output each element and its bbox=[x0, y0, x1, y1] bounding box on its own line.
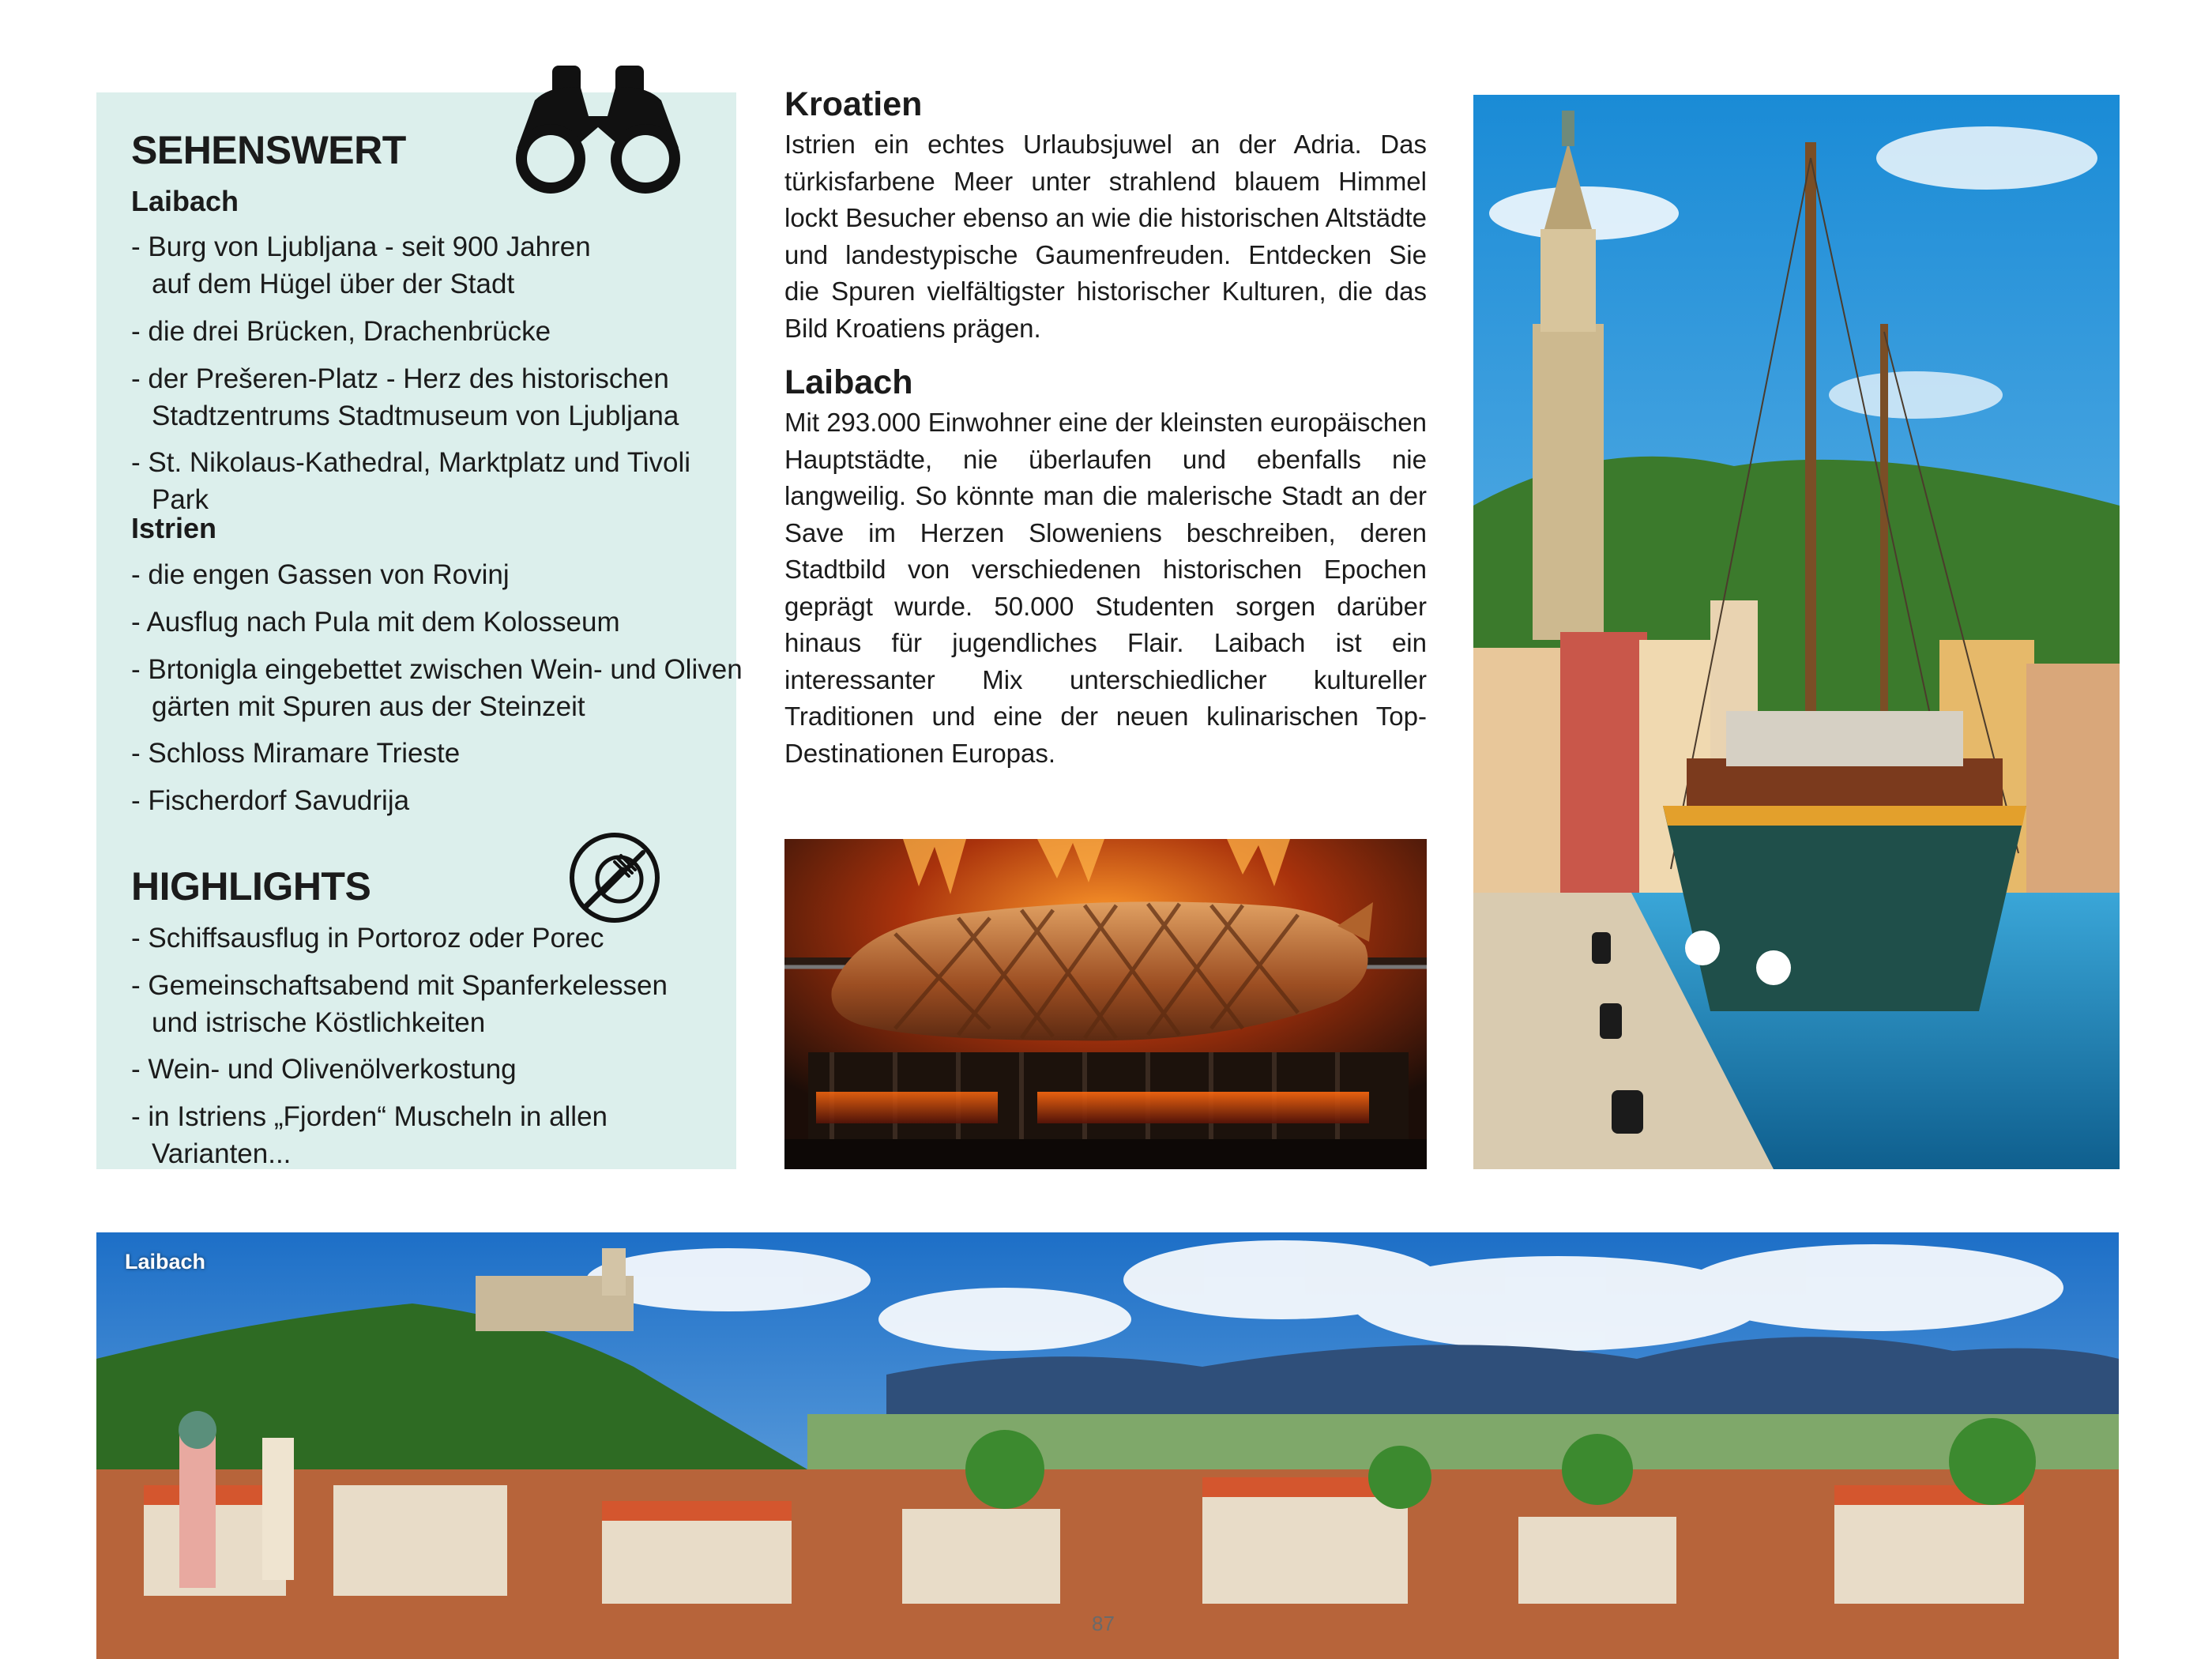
kroatien-paragraph: Istrien ein echtes Urlaubsjuwel an der Adria. Das türkisfarbene Meer unter strahlend blauem Himmel lockt Besucher ebenso an wie die historischen Altstädte und landestypische Gaumenfreuden. Entdecken Sie die Spuren vielfältigster historischer Kulturen, die das Bild Kroatiens prägen. bbox=[784, 130, 1427, 343]
list-item: - in Istriens „Fjorden“ Muscheln in allen Varianten... bbox=[131, 1101, 608, 1169]
istrien-subheading: Istrien bbox=[131, 512, 217, 544]
spanferkel-photo bbox=[784, 839, 1427, 1169]
laibach-heading: Laibach bbox=[784, 363, 913, 401]
list-item: - Schiffsausflug in Portoroz oder Porec bbox=[131, 923, 604, 954]
laibach-subheading: Laibach bbox=[131, 185, 239, 217]
page-number: 87 bbox=[1092, 1612, 1115, 1635]
list-item: - Fischerdorf Savudrija bbox=[131, 785, 410, 816]
highlights-title: HIGHLIGHTS bbox=[131, 864, 371, 908]
list-item: - die drei Brücken, Drachenbrücke bbox=[131, 316, 551, 347]
rovinj-harbor-photo bbox=[1473, 95, 2120, 1169]
list-item: - Wein- und Olivenölverkostung bbox=[131, 1054, 517, 1085]
laibach-paragraph: Mit 293.000 Einwohner eine der kleinsten europäischen Hauptstädte, nie überlaufen und ebenfalls nie langweilig. So könnte man die malerische Stadt an der Save im Herzen Sloweniens beschreiben, deren Stadtbild von verschiedenen historischen Epochen geprägt wurde. 50.000 Studenten sorgen darüber hinaus für jugendliches Flair. Laibach ist ein interessanter Mix unterschiedlicher kultureller Traditionen und eine der neuen kulinarischen Top-Destinationen Europas. bbox=[784, 408, 1427, 768]
binoculars-icon bbox=[503, 61, 693, 195]
panorama-caption: Laibach bbox=[125, 1250, 206, 1273]
sehenswert-box bbox=[96, 92, 743, 1169]
laibach-panorama-photo bbox=[96, 1232, 2119, 1659]
list-item: - Gemeinschaftsabend mit Spanferkelessen und istrische Köstlichkeiten bbox=[131, 970, 668, 1038]
list-item: - der Prešeren-Platz - Herz des historischen Stadtzentrums Stadtmuseum von Ljubljana bbox=[131, 363, 679, 431]
plate-fork-knife-icon bbox=[567, 830, 662, 925]
sehenswert-title: SEHENSWERT bbox=[131, 128, 406, 172]
list-item: - Burg von Ljubljana - seit 900 Jahren auf dem Hügel über der Stadt bbox=[131, 231, 591, 299]
list-item: - die engen Gassen von Rovinj bbox=[131, 559, 510, 590]
list-item: - Brtonigla eingebettet zwischen Wein- und Oliven gärten mit Spuren aus der Steinzeit bbox=[131, 654, 743, 722]
list-item: - St. Nikolaus-Kathedral, Marktplatz und Tivoli Park bbox=[131, 447, 691, 515]
kroatien-heading: Kroatien bbox=[784, 85, 923, 123]
list-item: - Ausflug nach Pula mit dem Kolosseum bbox=[131, 607, 620, 638]
list-item: - Schloss Miramare Trieste bbox=[131, 738, 461, 769]
